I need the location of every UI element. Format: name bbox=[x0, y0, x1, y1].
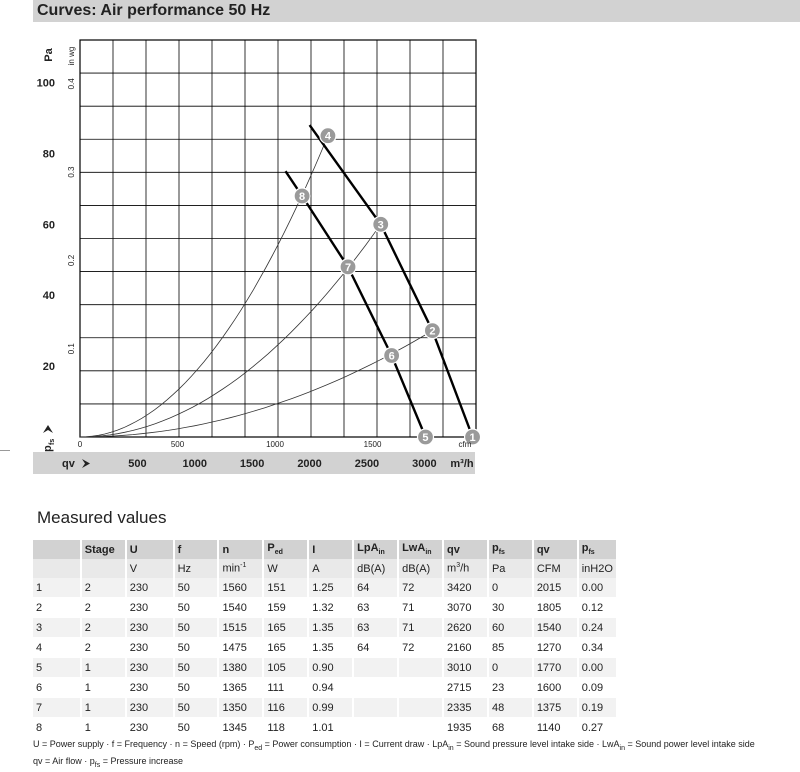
table-cell bbox=[398, 658, 443, 678]
table-cell: 1 bbox=[81, 678, 126, 698]
table-header-sub: ed bbox=[274, 549, 283, 557]
table-cell: 2 bbox=[81, 578, 126, 598]
table-cell: 64 bbox=[353, 578, 398, 598]
table-cell: 50 bbox=[174, 598, 219, 618]
table-units-row bbox=[33, 559, 616, 578]
table-cell: 0.00 bbox=[578, 658, 616, 678]
table-cell: 2 bbox=[81, 598, 126, 618]
table-row bbox=[33, 718, 616, 738]
table-cell: 50 bbox=[174, 698, 219, 718]
fan-curve-2 bbox=[286, 171, 426, 437]
table-cell: 50 bbox=[174, 638, 219, 658]
table-cell: 230 bbox=[126, 658, 174, 678]
table-cell: 2015 bbox=[533, 578, 578, 598]
y-tick-inwg: 0.1 bbox=[67, 343, 76, 355]
table-cell: 1515 bbox=[218, 618, 263, 638]
table-cell: 30 bbox=[488, 598, 533, 618]
table-cell: 6 bbox=[33, 678, 81, 698]
table-cell: 165 bbox=[263, 638, 308, 658]
y-tick-pa: 60 bbox=[42, 219, 55, 232]
operating-point-label: 8 bbox=[299, 190, 306, 203]
table-cell: 0.94 bbox=[308, 678, 353, 698]
table-header-sub: fs bbox=[498, 549, 505, 557]
y-axis-label: Pa bbox=[43, 48, 55, 62]
table-header-cell: n bbox=[218, 540, 263, 559]
operating-point-label: 6 bbox=[388, 350, 395, 363]
table-header-sub: in bbox=[378, 549, 385, 557]
table-cell: 1770 bbox=[533, 658, 578, 678]
measured-values-title: Measured values bbox=[37, 508, 167, 527]
operating-point-3 bbox=[373, 216, 389, 232]
table-cell: 0.19 bbox=[578, 698, 616, 718]
table-cell bbox=[353, 698, 398, 718]
table-cell: 0.99 bbox=[308, 698, 353, 718]
table-unit-cell: A bbox=[308, 559, 353, 578]
table-cell: 7 bbox=[33, 698, 81, 718]
table-row bbox=[33, 638, 616, 658]
table-header-cell: LpA$_{in}$ bbox=[353, 540, 398, 559]
table-header-cell: I bbox=[308, 540, 353, 559]
operating-point-2 bbox=[424, 323, 440, 339]
table-cell: 1540 bbox=[533, 618, 578, 638]
table-header-cell: Stage bbox=[81, 540, 126, 559]
table-cell: 68 bbox=[488, 718, 533, 738]
table-cell bbox=[353, 658, 398, 678]
operating-point-6 bbox=[384, 347, 400, 363]
legend bbox=[33, 738, 800, 772]
y-tick-inwg: 0.4 bbox=[67, 78, 76, 90]
table-cell: 1345 bbox=[218, 718, 263, 738]
table-unit-cell bbox=[33, 559, 81, 578]
table-unit-sup: 3 bbox=[456, 562, 461, 570]
table-cell: 1.32 bbox=[308, 598, 353, 618]
table-cell: 159 bbox=[263, 598, 308, 618]
legend-line-2: qv = Air flow · $p_{fs}$ = Pressure increase bbox=[33, 755, 184, 769]
legend-sub: in bbox=[619, 744, 625, 752]
table-unit-cell: $m^3/h$ bbox=[443, 559, 488, 578]
operating-point-label: 4 bbox=[324, 130, 331, 143]
table-cell: 1475 bbox=[218, 638, 263, 658]
table-cell: 230 bbox=[126, 578, 174, 598]
table-unit-cell: CFM bbox=[533, 559, 578, 578]
table-row bbox=[33, 658, 616, 678]
x-tick-m3h: 2500 bbox=[354, 458, 380, 470]
table-cell: 1365 bbox=[218, 678, 263, 698]
x-tick-cfm: 500 bbox=[170, 440, 185, 449]
table-cell: 1560 bbox=[218, 578, 263, 598]
table-cell: 0.27 bbox=[578, 718, 616, 738]
table-unit-cell: inH2O bbox=[578, 559, 616, 578]
operating-point-label: 5 bbox=[422, 432, 429, 444]
table-cell: 1270 bbox=[533, 638, 578, 658]
table-header-cell: $P_{ed}$ bbox=[263, 540, 308, 559]
table-cell: 72 bbox=[398, 638, 443, 658]
table-header-sub: in bbox=[425, 549, 432, 557]
table-cell: 3010 bbox=[443, 658, 488, 678]
table-cell bbox=[353, 678, 398, 698]
table-cell: 0.90 bbox=[308, 658, 353, 678]
table-cell: 0.09 bbox=[578, 678, 616, 698]
y-tick-pa: 20 bbox=[42, 361, 55, 374]
legend-sub: ed bbox=[254, 744, 263, 752]
table-cell: 1140 bbox=[533, 718, 578, 738]
y-axis-label-secondary: in wg bbox=[67, 46, 76, 66]
y-tick-pa: 100 bbox=[36, 77, 55, 90]
y-axis-arrow-icon bbox=[43, 425, 53, 433]
table-cell: 230 bbox=[126, 638, 174, 658]
table-cell: 63 bbox=[353, 598, 398, 618]
legend-sub: fs bbox=[94, 761, 101, 769]
table-cell: 1 bbox=[81, 698, 126, 718]
table-cell: 2160 bbox=[443, 638, 488, 658]
table-cell: 2 bbox=[33, 598, 81, 618]
table-row bbox=[33, 578, 616, 598]
operating-point-8 bbox=[294, 188, 310, 204]
y-tick-inwg: 0.2 bbox=[67, 254, 76, 266]
table-header-cell: LwA$_{in}$ bbox=[398, 540, 443, 559]
operating-point-7 bbox=[340, 259, 356, 275]
table-cell: 71 bbox=[398, 598, 443, 618]
table-cell: 85 bbox=[488, 638, 533, 658]
table-cell bbox=[398, 678, 443, 698]
table-cell: 151 bbox=[263, 578, 308, 598]
table-unit-sup: -1 bbox=[240, 562, 247, 570]
table-cell: 4 bbox=[33, 638, 81, 658]
operating-point-4 bbox=[320, 128, 336, 144]
y-tick-pa: 80 bbox=[42, 148, 55, 161]
chart-curves bbox=[80, 125, 473, 437]
table-cell: 1.01 bbox=[308, 718, 353, 738]
chart-labels bbox=[33, 47, 475, 474]
x-tick-cfm: 1000 bbox=[266, 440, 284, 449]
table-cell: 0.24 bbox=[578, 618, 616, 638]
table-header-cell: f bbox=[174, 540, 219, 559]
table-unit-cell: W bbox=[263, 559, 308, 578]
table-unit-cell: Pa bbox=[488, 559, 533, 578]
table-unit-cell bbox=[81, 559, 126, 578]
table-cell: 71 bbox=[398, 618, 443, 638]
table-cell: 0.00 bbox=[578, 578, 616, 598]
table-cell: 1.35 bbox=[308, 638, 353, 658]
table-cell: 2 bbox=[81, 638, 126, 658]
x-axis-label-secondary: cfm bbox=[458, 440, 472, 449]
table-header-cell: $p_{fs}$ bbox=[578, 540, 616, 559]
table-cell: 116 bbox=[263, 698, 308, 718]
system-curve-3-7 bbox=[80, 224, 381, 437]
table-cell: 50 bbox=[174, 618, 219, 638]
x-tick-m3h: 500 bbox=[128, 458, 147, 470]
table-header-cell bbox=[33, 540, 81, 559]
table-cell bbox=[353, 718, 398, 738]
table-cell: 63 bbox=[353, 618, 398, 638]
table-cell: 230 bbox=[126, 598, 174, 618]
table-cell: 50 bbox=[174, 658, 219, 678]
operating-point-5 bbox=[417, 429, 433, 445]
x-tick-cfm: 0 bbox=[77, 440, 83, 449]
measured-values-table bbox=[33, 540, 616, 738]
table-cell: 1380 bbox=[218, 658, 263, 678]
table-cell bbox=[398, 698, 443, 718]
operating-point-label: 1 bbox=[469, 432, 476, 444]
table-cell: 1540 bbox=[218, 598, 263, 618]
y-tick-inwg: 0.3 bbox=[67, 166, 76, 178]
table-cell: 1 bbox=[33, 578, 81, 598]
page-title: Curves: Air performance 50 Hz bbox=[37, 2, 271, 19]
table-cell: 50 bbox=[174, 678, 219, 698]
y-axis-symbol-sub: fs bbox=[49, 438, 56, 445]
chart-grid bbox=[80, 40, 476, 437]
table-row bbox=[33, 598, 616, 618]
table-header-cell: U bbox=[126, 540, 174, 559]
y-tick-pa: 40 bbox=[42, 290, 55, 303]
table-cell: 3070 bbox=[443, 598, 488, 618]
fan-curve-1 bbox=[310, 125, 473, 437]
table-cell: 118 bbox=[263, 718, 308, 738]
table-cell: 0 bbox=[488, 578, 533, 598]
table-cell: 105 bbox=[263, 658, 308, 678]
table-cell: 0.34 bbox=[578, 638, 616, 658]
table-cell: 1805 bbox=[533, 598, 578, 618]
chart-points bbox=[294, 128, 480, 445]
table-header-cell: qv bbox=[533, 540, 578, 559]
table-cell: 2335 bbox=[443, 698, 488, 718]
table-cell: 1935 bbox=[443, 718, 488, 738]
system-curve-2-6 bbox=[80, 331, 432, 437]
table-cell: 1.25 bbox=[308, 578, 353, 598]
table-cell: 3 bbox=[33, 618, 81, 638]
table-cell: 50 bbox=[174, 578, 219, 598]
table-cell: 230 bbox=[126, 678, 174, 698]
y-axis-symbol: p bbox=[42, 445, 54, 452]
table-cell: 230 bbox=[126, 698, 174, 718]
table-cell bbox=[398, 718, 443, 738]
table-cell: 1 bbox=[81, 658, 126, 678]
table-cell: 111 bbox=[263, 678, 308, 698]
table-cell: 1375 bbox=[533, 698, 578, 718]
table-unit-cell: V bbox=[126, 559, 174, 578]
table-cell: 0.12 bbox=[578, 598, 616, 618]
x-axis-symbol: qv bbox=[62, 458, 75, 470]
x-tick-cfm: 1500 bbox=[363, 440, 382, 449]
table-cell: 60 bbox=[488, 618, 533, 638]
table-cell: 230 bbox=[126, 718, 174, 738]
table-cell: 1.35 bbox=[308, 618, 353, 638]
table-header-cell: qv bbox=[443, 540, 488, 559]
table-cell: 1350 bbox=[218, 698, 263, 718]
x-tick-m3h: 1000 bbox=[182, 458, 208, 470]
table-cell: 1 bbox=[81, 718, 126, 738]
operating-point-label: 2 bbox=[429, 325, 436, 338]
x-axis-label: m³/h bbox=[450, 458, 474, 470]
table-cell: 1600 bbox=[533, 678, 578, 698]
table-cell: 2 bbox=[81, 618, 126, 638]
table-cell: 230 bbox=[126, 618, 174, 638]
table-cell: 165 bbox=[263, 618, 308, 638]
table-cell: 23 bbox=[488, 678, 533, 698]
legend-line-1: U = Power supply · f = Frequency · n = Speed $(rpm) \cdot P_{ed}$ = Power consumption · I = Current draw · LpA$_{in}$ = Sound pressure level intake side · LwA$_{in}$ = Sound power level intake side bbox=[33, 739, 755, 752]
table-cell: 50 bbox=[174, 718, 219, 738]
table-cell: 0 bbox=[488, 658, 533, 678]
table-unit-cell: dB(A) bbox=[398, 559, 443, 578]
table-cell: 64 bbox=[353, 638, 398, 658]
table-row bbox=[33, 618, 616, 638]
table-header-cell: $p_{fs}$ bbox=[488, 540, 533, 559]
table-unit-cell: Hz bbox=[174, 559, 219, 578]
table-cell: 5 bbox=[33, 658, 81, 678]
table-cell: 48 bbox=[488, 698, 533, 718]
x-tick-m3h: 2000 bbox=[297, 458, 322, 470]
table-unit-cell: $\min^{-1}$ bbox=[218, 559, 263, 578]
x-tick-m3h: 1500 bbox=[239, 458, 265, 470]
table-cell: 72 bbox=[398, 578, 443, 598]
table-cell: 2620 bbox=[443, 618, 488, 638]
table-cell: 2715 bbox=[443, 678, 488, 698]
legend-sub: in bbox=[448, 744, 454, 752]
table-row bbox=[33, 698, 616, 718]
x-tick-m3h: 3000 bbox=[412, 458, 437, 470]
table-row bbox=[33, 678, 616, 698]
table-cell: 3420 bbox=[443, 578, 488, 598]
table-cell: 8 bbox=[33, 718, 81, 738]
table-unit-cell: dB(A) bbox=[353, 559, 398, 578]
table-header-sub: fs bbox=[588, 549, 595, 557]
operating-point-label: 7 bbox=[344, 261, 352, 274]
table-header-row bbox=[33, 540, 616, 559]
operating-point-label: 3 bbox=[377, 219, 384, 232]
